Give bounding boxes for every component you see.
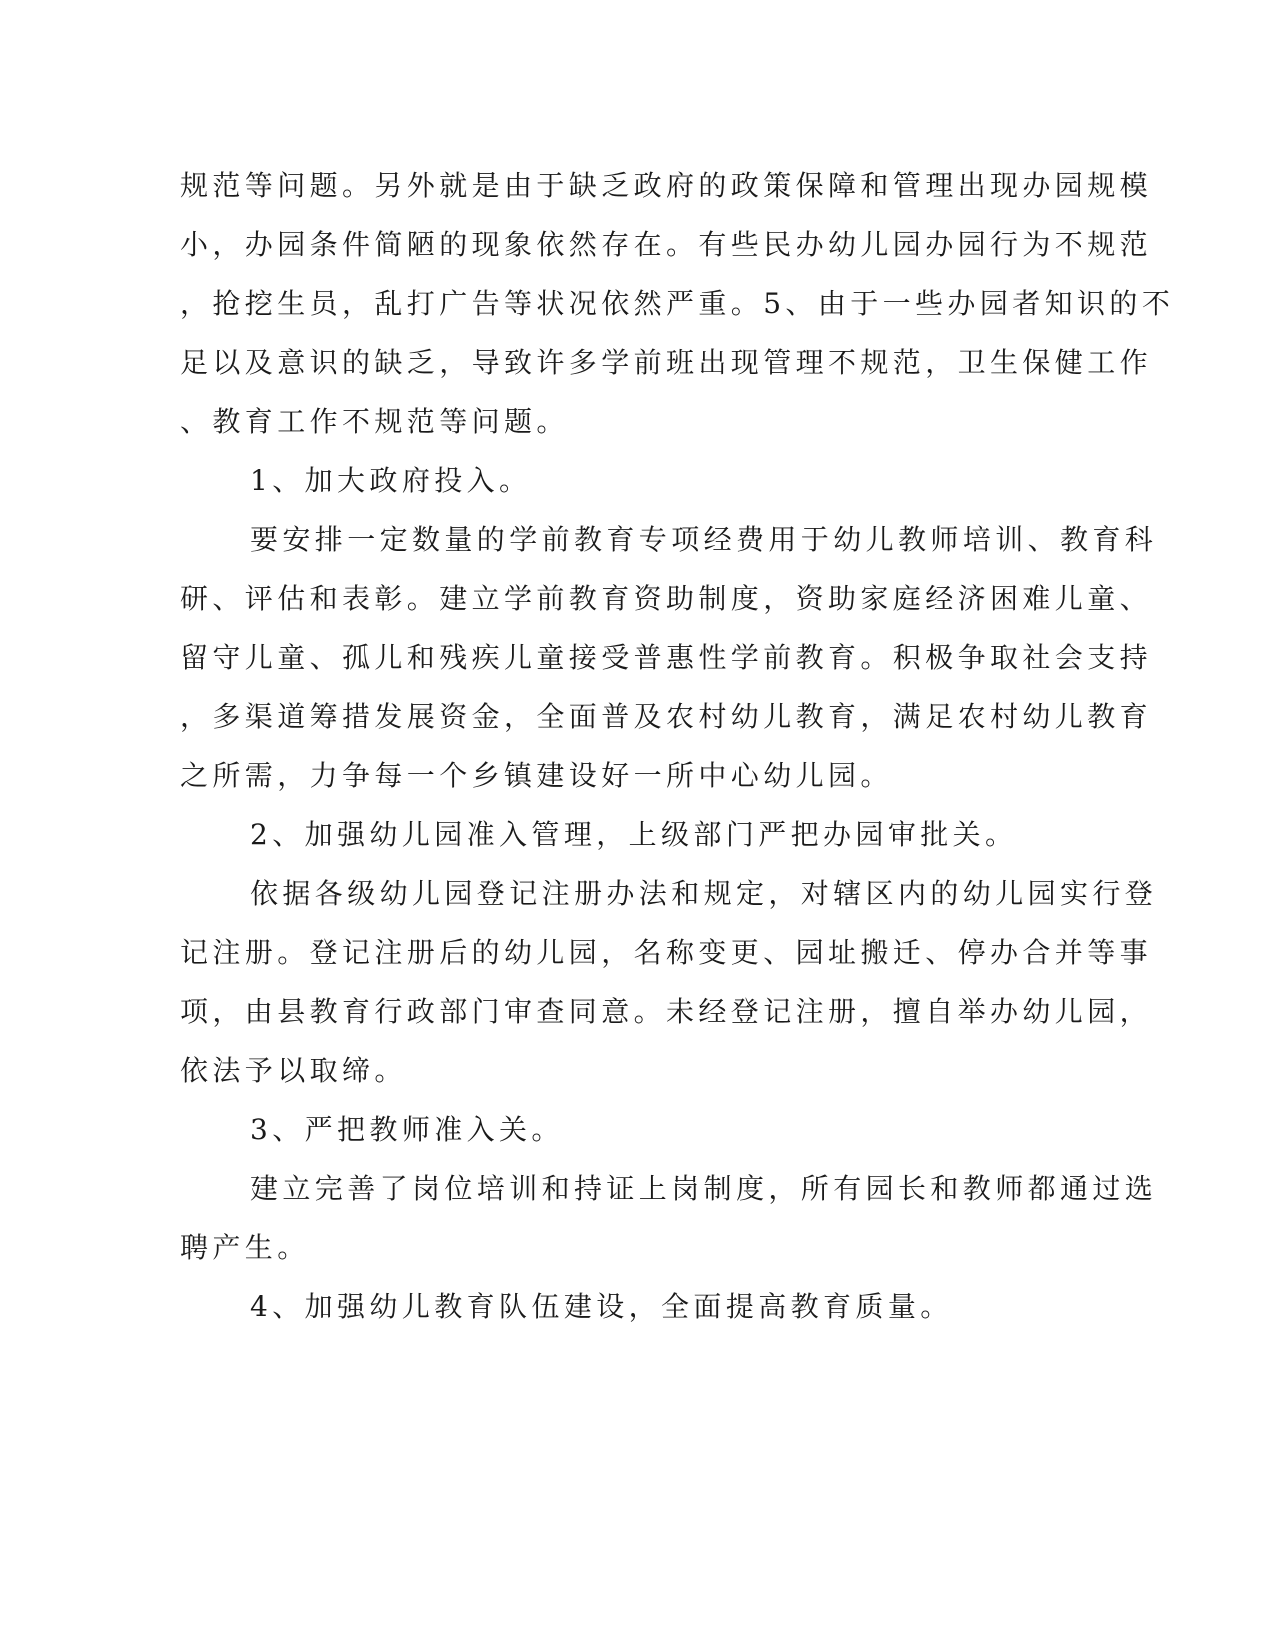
document-body bbox=[180, 156, 1175, 1336]
text-line: 小，办园条件简陋的现象依然存在。有些民办幼儿园办园行为不规范 bbox=[180, 228, 1153, 261]
text-line: ，抢挖生员，乱打广告等状况依然严重。5、由于一些办园者知识的不 bbox=[180, 287, 1175, 320]
text-line: 研、评估和表彰。建立学前教育资助制度，资助家庭经济困难儿童、 bbox=[180, 582, 1153, 615]
text-line: 聘产生。 bbox=[180, 1231, 310, 1264]
text-line: 足以及意识的缺乏，导致许多学前班出现管理不规范，卫生保健工作 bbox=[180, 346, 1153, 379]
text-line: 要安排一定数量的学前教育专项经费用于幼儿教师培训、教育科 bbox=[250, 523, 1158, 556]
text-line: 依据各级幼儿园登记注册办法和规定，对辖区内的幼儿园实行登 bbox=[250, 877, 1158, 910]
text-line: 建立完善了岗位培训和持证上岗制度，所有园长和教师都通过选 bbox=[250, 1172, 1158, 1205]
text-line: 3、严把教师准入关。 bbox=[250, 1113, 564, 1146]
text-line: 记注册。登记注册后的幼儿园，名称变更、园址搬迁、停办合并等事 bbox=[180, 936, 1153, 969]
text-line: 、教育工作不规范等问题。 bbox=[180, 405, 569, 438]
text-line: 4、加强幼儿教育队伍建设，全面提高教育质量。 bbox=[250, 1290, 953, 1323]
text-line: 2、加强幼儿园准入管理，上级部门严把办园审批关。 bbox=[250, 818, 1018, 851]
text-line: 留守儿童、孤儿和残疾儿童接受普惠性学前教育。积极争取社会支持 bbox=[180, 641, 1153, 674]
text-line: 之所需，力争每一个乡镇建设好一所中心幼儿园。 bbox=[180, 759, 893, 792]
text-line: 规范等问题。另外就是由于缺乏政府的政策保障和管理出现办园规模 bbox=[180, 169, 1153, 202]
text-line: 1、加大政府投入。 bbox=[250, 464, 532, 497]
text-line: ，多渠道筹措发展资金，全面普及农村幼儿教育，满足农村幼儿教育 bbox=[180, 700, 1153, 733]
text-line: 依法予以取缔。 bbox=[180, 1054, 407, 1087]
text-line: 项，由县教育行政部门审查同意。未经登记注册，擅自举办幼儿园， bbox=[180, 995, 1153, 1028]
